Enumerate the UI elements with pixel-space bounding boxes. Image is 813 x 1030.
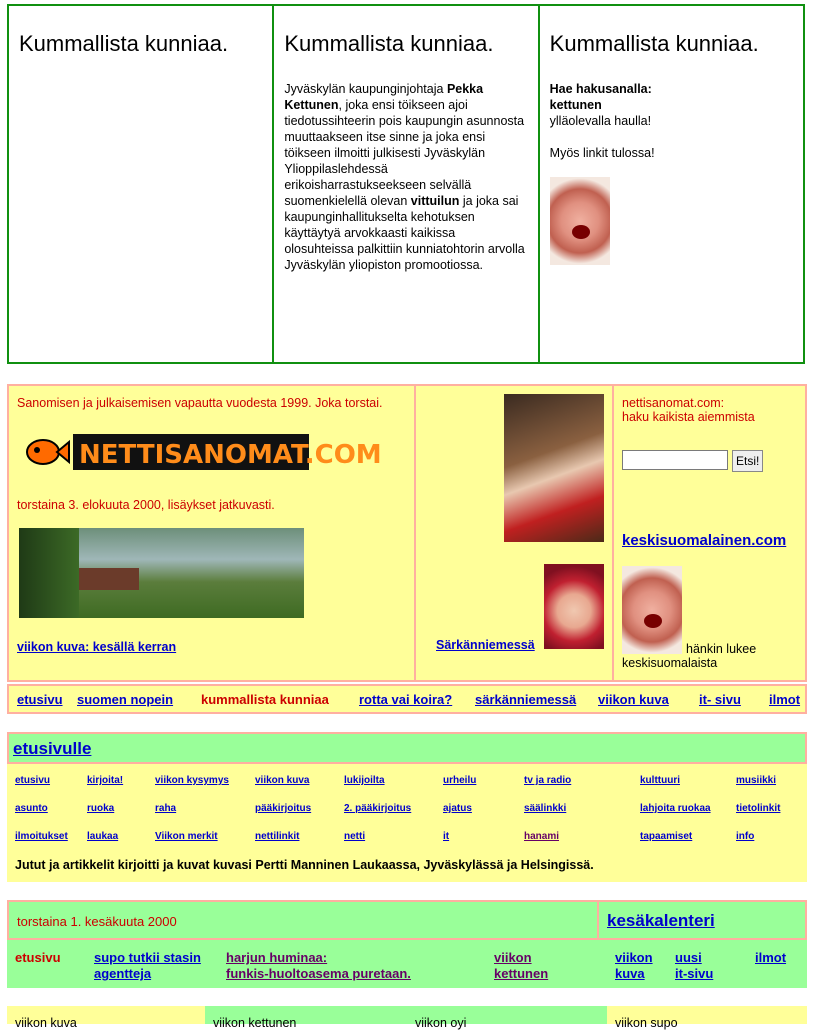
keskisuomalainen-link[interactable]: keskisuomalainen.com (622, 532, 787, 549)
nav-rotta-vai-koira[interactable]: rotta vai koira? (359, 692, 453, 707)
bottom-nav-label: ilmot (755, 950, 787, 965)
link-netti[interactable]: netti (344, 831, 366, 842)
link-viikon-kuva[interactable]: viikon kuva (255, 775, 310, 786)
header-divider (597, 902, 599, 938)
search-subtitle: haku kaikista aiemmista (622, 410, 755, 424)
date-line: torstaina 3. elokuuta 2000, lisäykset jatkuvasti. (17, 498, 275, 512)
ks-caption: hänkin lukee keskisuomalaista (622, 642, 757, 670)
top-feature-box (7, 4, 805, 364)
search-hint-label: Hae hakusanalla: (549, 82, 652, 96)
link-tietolinkit[interactable]: tietolinkit (736, 803, 781, 814)
link-saalinkki[interactable]: säälinkki (524, 803, 567, 814)
section-links-box (7, 732, 807, 882)
article-bold-name: Pekka Kettunen (284, 82, 484, 112)
article-text: ja joka sai kaupunginhallitukselta kehotuksen käyttäytyä arvokkaasti kaikissa olosuhteissa palkittiin kunniatohtorin arvolla Jyväskylän yliopiston promootiossa. (284, 194, 525, 272)
bottom-nav-label: kuva (615, 966, 645, 981)
kettunen-photo (550, 177, 610, 265)
link-etusivu[interactable]: etusivu (15, 775, 51, 786)
section-links-header (7, 732, 807, 764)
bottom-nav-label: agentteja (94, 966, 152, 981)
link-laukaa[interactable]: laukaa (87, 831, 119, 842)
strip-viikon-supo: viikon supo (607, 1006, 807, 1024)
search-title: nettisanomat.com: (622, 396, 725, 410)
nav-suomen-nopein[interactable]: suomen nopein (77, 692, 174, 707)
bottom-nav-supo[interactable] (94, 950, 201, 982)
bottom-nav-label: viikon (615, 950, 653, 965)
link-ilmoitukset[interactable]: ilmoitukset (15, 831, 68, 842)
bottom-nav (7, 940, 807, 988)
link-lahjoita-ruokaa[interactable]: lahjoita ruokaa (640, 803, 711, 814)
link-2-paakirjoitus[interactable]: 2. pääkirjoitus (344, 803, 412, 814)
bottom-nav-etusivu (15, 950, 61, 966)
logo-text: NETTISANOMAT.COM (79, 440, 382, 470)
bottom-nav-label: it-sivu (675, 966, 714, 981)
weekly-photo-link[interactable]: viikon kuva: kesällä kerran (17, 640, 177, 654)
link-kirjoita[interactable]: kirjoita! (87, 775, 124, 786)
search-hint-keyword: kettunen (549, 98, 602, 112)
bottom-nav-viikon-kettunen[interactable] (494, 950, 548, 982)
feature-title: Kummallista kunniaa. (19, 31, 229, 56)
link-tapaamiset[interactable]: tapaamiset (640, 831, 693, 842)
bottom-nav-label: funkis-huoltoasema puretaan. (226, 966, 411, 981)
feature-title: Kummallista kunniaa. (284, 31, 494, 56)
bottom-header (7, 900, 807, 940)
sarkanniemi-link[interactable]: Särkänniemessä (436, 638, 535, 652)
feature-article (284, 81, 527, 273)
nav-it-sivu[interactable]: it- sivu (699, 692, 741, 707)
bottom-date: torstaina 1. kesäkuuta 2000 (17, 914, 177, 929)
link-hanami[interactable]: hanami (524, 831, 560, 842)
strip-viikon-kuva: viikon kuva (7, 1006, 205, 1024)
lake-photo (19, 528, 304, 618)
nav-viikon-kuva[interactable]: viikon kuva (598, 692, 669, 707)
link-ruoka[interactable]: ruoka (87, 803, 115, 814)
kesakalenteri-link[interactable]: kesäkalenteri (607, 911, 715, 930)
search-input[interactable] (622, 450, 728, 470)
bottom-nav-label: harjun huminaa: (226, 950, 328, 965)
main-left (9, 386, 416, 680)
feature-column-2 (272, 6, 537, 362)
bottom-nav-label: supo tutkii stasin (94, 950, 201, 965)
girl-photo[interactable] (544, 564, 604, 649)
bottom-nav-label: uusi (675, 950, 702, 965)
article-bold-word: vittuilun (410, 194, 460, 208)
article-text: Jyväskylän kaupunginjohtaja (284, 82, 447, 96)
nettisanomat-logo (23, 430, 382, 472)
feature-column-3 (538, 6, 803, 362)
bottom-nav-viikon-kuva[interactable] (615, 950, 653, 982)
links-coming-text: Myös linkit tulossa! (549, 146, 655, 160)
bottom-nav-label: viikon (494, 950, 532, 965)
link-paakirjoitus[interactable]: pääkirjoitus (255, 803, 312, 814)
link-viikon-kysymys[interactable]: viikon kysymys (155, 775, 229, 786)
link-ajatus[interactable]: ajatus (443, 803, 472, 814)
main-middle (416, 386, 614, 680)
kettunen-photo-small (622, 566, 682, 654)
search-hint-text: ylläolevalla haulla! (549, 114, 652, 128)
link-lukijoilta[interactable]: lukijoilta (344, 775, 385, 786)
main-right (614, 386, 805, 680)
link-info[interactable]: info (736, 831, 755, 842)
bottom-nav-label: etusivu (15, 950, 61, 965)
link-raha[interactable]: raha (155, 803, 177, 814)
article-text: , joka ensi töikseen ajoi tiedotussihteerin pois kaupungin asunnosta muuttaakseen itse sinne ja joka ensi töikseen ilmoitti julkisesti Jyväskylän Ylioppilaslehdessä erikoisharrastukseekseen selvällä suomenkielellä olevan (284, 98, 525, 208)
nav-ilmot[interactable]: ilmot (769, 692, 801, 707)
link-urheilu[interactable]: urheilu (443, 775, 477, 786)
bottom-nav-uusi-it-sivu[interactable] (675, 950, 713, 982)
link-viikon-merkit[interactable]: Viikon merkit (155, 831, 218, 842)
nav-bar (7, 684, 807, 714)
link-musiikki[interactable]: musiikki (736, 775, 777, 786)
link-tv-ja-radio[interactable]: tv ja radio (524, 775, 572, 786)
search-hint (550, 81, 793, 161)
bottom-strip (7, 1006, 807, 1030)
credits-text: Jutut ja artikkelit kirjoitti ja kuvat kuvasi Pertti Manninen Laukaassa, Jyväskylässä ja Helsingissä. (15, 858, 594, 872)
etusivulle-link[interactable]: etusivulle (13, 739, 92, 758)
nav-current-kummallista: kummallista kunniaa (201, 692, 329, 707)
link-asunto[interactable]: asunto (15, 803, 48, 814)
main-panel (7, 384, 807, 682)
bottom-nav-harjun-huminaa[interactable] (226, 950, 411, 982)
strip-viikon-oyi: viikon oyi (407, 1006, 607, 1024)
bottom-nav-ilmot[interactable] (755, 950, 786, 966)
rollercoaster-photo[interactable] (504, 394, 604, 542)
link-kulttuuri[interactable]: kulttuuri (640, 775, 680, 786)
tagline: Sanomisen ja julkaisemisen vapautta vuodesta 1999. Joka torstai. (17, 396, 383, 410)
feature-title: Kummallista kunniaa. (549, 31, 759, 56)
search-button[interactable]: Etsi! (732, 450, 763, 472)
link-nettilinkit[interactable]: nettilinkit (255, 831, 300, 842)
bottom-nav-label: kettunen (494, 966, 549, 981)
nav-etusivu[interactable]: etusivu (17, 692, 63, 707)
search-form (622, 450, 763, 472)
strip-viikon-kettunen: viikon kettunen (205, 1006, 407, 1024)
link-it[interactable]: it (443, 831, 450, 842)
feature-column-1 (9, 6, 272, 362)
nav-sarkanniemessa[interactable]: särkänniemessä (475, 692, 577, 707)
